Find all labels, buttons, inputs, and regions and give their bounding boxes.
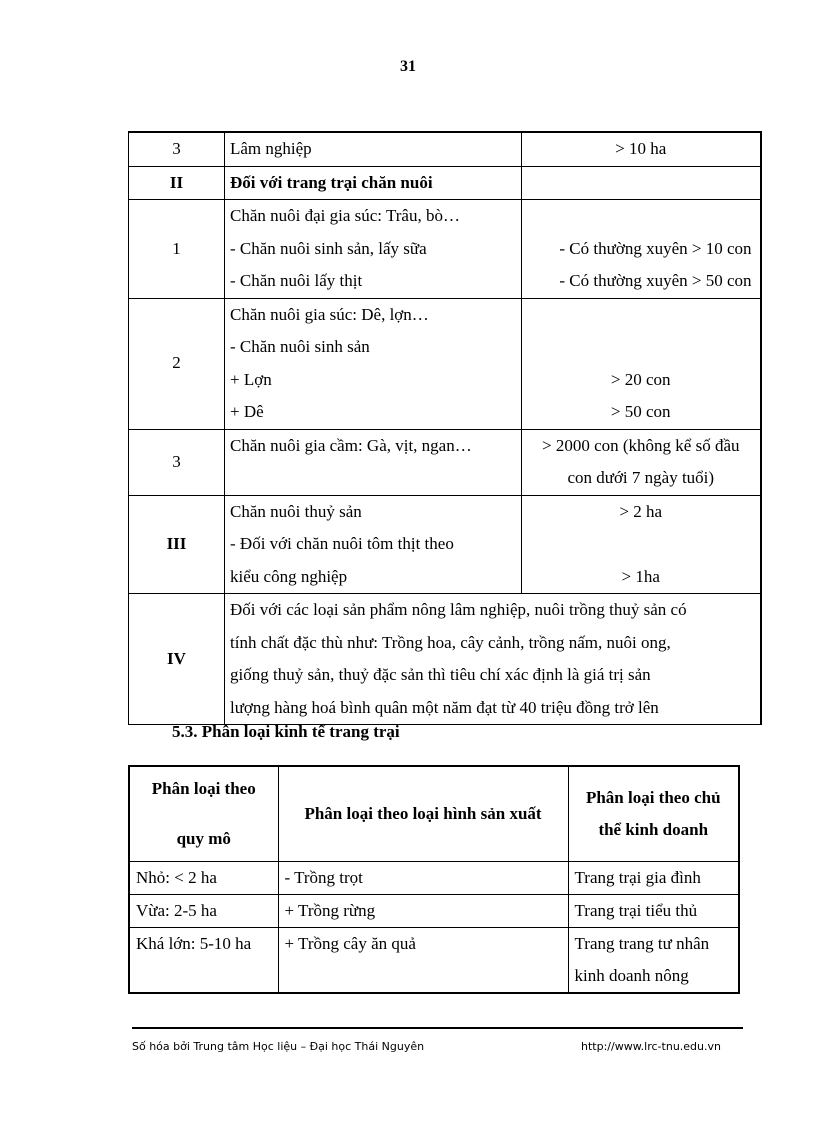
row-number: III [129,495,225,594]
criteria-threshold: > 10 ha [522,132,761,166]
row-number: 1 [129,200,225,299]
table-cell: - Trồng trọt [278,862,568,895]
row-number: IV [129,594,225,725]
table-row [129,298,761,429]
column-header: Phân loại theo chủ thể kinh doanh [568,766,739,862]
table-cell: Nhỏ: < 2 ha [129,862,278,895]
criteria-text: Chăn nuôi đại gia súc: Trâu, bò… - Chăn nuôi sinh sản, lấy sữa - Chăn nuôi lấy thịt [225,200,522,299]
table-row [129,928,739,994]
criteria-threshold: > 2 ha > 1ha [522,495,761,594]
row-number: 3 [129,132,225,166]
table-cell: + Trồng rừng [278,895,568,928]
table-cell: Trang trại tiểu thủ [568,895,739,928]
criteria-text: Chăn nuôi gia cầm: Gà, vịt, ngan… [225,429,522,495]
criteria-threshold: > 2000 con (không kể số đầu con dưới 7 ngày tuổi) [522,429,761,495]
section-heading: 5.3. Phân loại kinh tế trang trại [172,722,400,741]
row-number: 3 [129,429,225,495]
criteria-text: Đối với trang trại chăn nuôi [225,166,522,200]
criteria-text: Chăn nuôi gia súc: Dê, lợn… - Chăn nuôi sinh sản + Lợn + Dê [225,298,522,429]
row-number: 2 [129,298,225,429]
criteria-text: Chăn nuôi thuỷ sản - Đối với chăn nuôi tôm thịt theo kiểu công nghiệp [225,495,522,594]
page-number: 31 [400,58,416,75]
row-number: II [129,166,225,200]
footer-divider [132,1027,743,1029]
table-header-row [129,766,739,862]
farm-classification-table [128,765,740,994]
column-header: Phân loại theo quy mô [129,766,278,862]
footer-url: http://www.lrc-tnu.edu.vn [581,1040,721,1053]
criteria-threshold: > 20 con > 50 con [522,298,761,429]
criteria-threshold [522,166,761,200]
table-cell: Khá lớn: 5-10 ha [129,928,278,994]
table-row [129,132,761,166]
criteria-threshold: - Có thường xuyên > 10 con - Có thường xuyên > 50 con [522,200,761,299]
table-row [129,594,761,725]
table-row [129,429,761,495]
table-row [129,862,739,895]
table-cell: Trang trại gia đình [568,862,739,895]
column-header: Phân loại theo loại hình sản xuất [278,766,568,862]
criteria-text: Đối với các loại sản phẩm nông lâm nghiệp, nuôi trồng thuỷ sản có tính chất đặc thù như: Trồng hoa, cây cảnh, trồng nấm, nuôi ong, giống thuỷ sản, thuỷ đặc sản thì tiêu chí xác định là giá trị sản lượng hàng hoá bình quân một năm đạt từ 40 triệu đồng trở lên [225,594,761,725]
farm-criteria-table [128,131,762,725]
footer-source: Số hóa bởi Trung tâm Học liệu – Đại học Thái Nguyên [132,1040,425,1053]
table-row [129,166,761,200]
criteria-text: Lâm nghiệp [225,132,522,166]
table-row [129,495,761,594]
table-cell: Vừa: 2-5 ha [129,895,278,928]
table-cell: Trang trang tư nhân kinh doanh nông [568,928,739,994]
table-row [129,200,761,299]
table-cell: + Trồng cây ăn quả [278,928,568,994]
table-row [129,895,739,928]
